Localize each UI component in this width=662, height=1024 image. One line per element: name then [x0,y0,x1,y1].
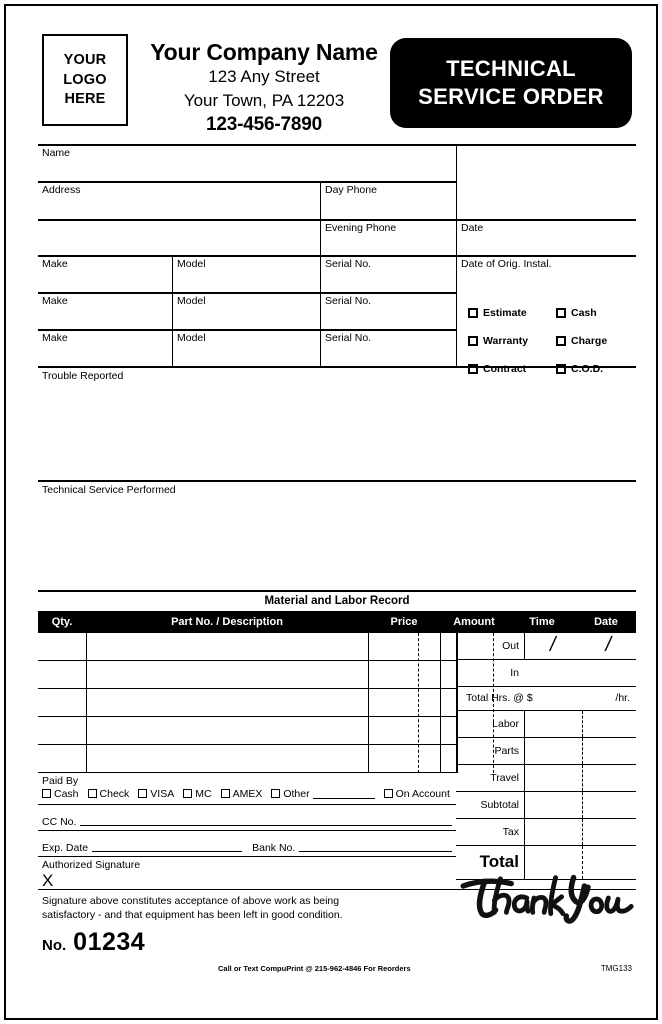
serial-label-3: Serial No. [325,332,372,344]
subtotal-cents[interactable] [582,792,636,818]
form-code: TMG133 [600,963,632,973]
logo-line-1: YOUR [63,52,107,69]
name-row [38,144,636,181]
form-footer [38,889,636,981]
checkbox-icon[interactable] [138,789,147,798]
travel-dollars[interactable] [524,765,582,791]
logo-line-2: LOGO [63,71,107,88]
service-type-checkbox-block [456,292,636,403]
service-performed-label: Technical Service Performed [42,484,176,496]
table-row[interactable] [38,633,456,661]
tax-cents[interactable] [582,819,636,845]
checkbox-icon[interactable] [221,789,230,798]
signature-row[interactable] [38,856,456,890]
order-number-label: No. [42,936,67,954]
checkbox-icon[interactable] [384,789,393,798]
column-header-amount: Amount [453,616,495,629]
totals-panel [456,633,636,880]
day-phone-label: Day Phone [325,184,377,196]
model-field-2[interactable] [172,292,320,329]
parts-dollars[interactable] [524,738,582,764]
checkbox-icon[interactable] [556,336,566,346]
serial-label-2: Serial No. [325,295,372,307]
payment-other-input[interactable] [313,789,375,799]
make-field-3[interactable] [38,329,172,366]
bank-number-label: Bank No. [252,841,296,854]
date-slash-1: / [549,634,556,657]
labor-cents[interactable] [582,711,636,737]
checkbox-contract[interactable] [468,363,556,375]
disclaimer-line-2: satisfactory - and that equipment has been left in good condition. [42,908,343,921]
payment-label-mc: MC [195,787,212,800]
payment-on-account[interactable] [384,788,450,800]
trouble-reported-label: Trouble Reported [42,370,124,382]
evening-phone-field[interactable] [320,219,456,255]
payment-label-check: Check [99,787,130,800]
time-in-row [456,660,636,687]
model-field-1[interactable] [172,255,320,292]
evening-phone-label: Evening Phone [325,222,397,234]
service-performed-area[interactable] [38,480,636,578]
checkbox-icon[interactable] [468,364,478,374]
column-header-date: Date [594,616,618,629]
day-phone-field[interactable] [320,181,456,219]
reorder-info: Call or Text CompuPrint @ 215-962-4846 For Reorders [218,963,411,973]
payment-left-column [38,772,456,890]
cc-number-row[interactable] [38,804,456,830]
table-row[interactable] [38,661,456,689]
disclaimer-line-1: Signature above constitutes acceptance of above work as being [42,894,340,907]
header-right-blank-cell[interactable] [456,146,636,181]
disclaimer-text [42,894,372,922]
evening-phone-row [38,219,636,255]
payment-label-visa: VISA [150,787,175,800]
date-entry-cell[interactable] [524,633,636,659]
checkbox-icon[interactable] [271,789,280,798]
logo-line-3: HERE [64,91,106,108]
payment-label-amex: AMEX [232,787,263,800]
payment-cash[interactable] [42,788,79,800]
time-out-label: Out [502,639,519,652]
company-info [134,40,394,136]
orig-install-label: Date of Orig. Instal. [461,258,552,270]
company-phone: 123-456-7890 [206,113,322,135]
column-rule-price-cents [418,633,419,773]
column-rule-price [368,633,369,773]
exp-bank-row[interactable] [38,830,456,856]
travel-cents[interactable] [582,765,636,791]
model-label-1: Model [177,258,206,270]
equipment-section [38,255,636,375]
order-number-value: 01234 [73,927,146,956]
checkbox-icon[interactable] [42,789,51,798]
paid-by-label: Paid By [42,774,79,787]
logo-placeholder[interactable] [42,34,128,126]
grand-total-label: Total [479,852,519,872]
checkbox-icon[interactable] [556,308,566,318]
company-name: Your Company Name [150,39,378,65]
parts-label: Parts [494,744,519,757]
payment-mc[interactable] [183,788,211,800]
model-field-3[interactable] [172,329,320,366]
make-label-2: Make [42,295,68,307]
travel-label: Travel [490,771,519,784]
payment-method-options [38,788,456,804]
checkbox-estimate[interactable] [468,307,556,319]
address-row [38,181,636,219]
subtotal-label: Subtotal [480,798,519,811]
subtotal-row[interactable] [456,792,636,819]
address-second-line[interactable] [38,219,320,255]
serial-field-3[interactable] [320,329,456,366]
form-sheet [4,4,658,1020]
checkbox-icon[interactable] [556,364,566,374]
tax-row[interactable] [456,819,636,846]
tax-label: Tax [502,825,519,838]
labor-dollars[interactable] [524,711,582,737]
checkbox-charge[interactable] [556,335,648,347]
form-title-line-2: SERVICE ORDER [418,83,604,109]
checkbox-label-warranty: Warranty [483,335,529,347]
bank-number-input[interactable] [299,850,452,852]
time-in-label: In [510,666,519,679]
section-spacer [38,578,636,590]
material-labor-title: Material and Labor Record [38,590,636,612]
subtotal-dollars[interactable] [524,792,582,818]
make-field-1[interactable] [38,255,172,292]
checkbox-cod[interactable] [556,363,648,375]
signature-label: Authorized Signature [42,858,141,871]
column-header-qty: Qty. [51,616,73,629]
cc-number-label: CC No. [42,815,77,828]
form-header [38,16,636,144]
per-hour-label: /hr. [615,692,630,705]
payment-label-on-account: On Account [395,787,450,800]
orig-install-field[interactable] [456,255,636,292]
make-field-2[interactable] [38,292,172,329]
material-labor-header-row [38,612,636,633]
line-item-rows [38,633,456,773]
column-rule-amount [440,633,441,773]
date-label: Date [461,222,484,234]
order-number-block [42,928,145,957]
payment-amex[interactable] [221,788,263,800]
address-label: Address [42,184,81,196]
make-label-1: Make [42,258,68,270]
payment-label-cash: Cash [54,787,79,800]
table-row[interactable] [38,745,456,773]
checkbox-label-cod: C.O.D. [571,363,604,375]
labor-row[interactable] [456,711,636,738]
table-row[interactable] [38,689,456,717]
column-header-time: Time [529,616,555,629]
checkbox-label-charge: Charge [571,335,608,347]
total-hours-row[interactable] [456,687,636,711]
date-slash-2: / [605,634,612,657]
header-right-blank-cell-cont[interactable] [456,181,636,219]
column-header-price: Price [390,616,418,629]
payment-other[interactable] [271,788,374,800]
service-type-options [468,299,636,383]
total-hours-label: Total Hrs. @ $ [466,692,533,705]
parts-row[interactable] [456,738,636,765]
customer-section [38,144,636,255]
column-header-part: Part No. / Description [171,616,283,629]
column-rule-qty [86,633,87,773]
checkbox-label-cash: Cash [571,307,597,319]
signature-mark: X [42,870,54,890]
thank-you-script-svg [456,868,636,928]
serial-field-1[interactable] [320,255,456,292]
travel-row[interactable] [456,765,636,792]
checkbox-label-estimate: Estimate [483,307,527,319]
address-field[interactable] [38,181,320,219]
name-label: Name [42,147,71,159]
tax-dollars[interactable] [524,819,582,845]
make-label-3: Make [42,332,68,344]
checkbox-cash[interactable] [556,307,648,319]
exp-date-label: Exp. Date [42,841,89,854]
checkbox-label-contract: Contract [483,363,527,375]
checkbox-icon[interactable] [468,308,478,318]
date-entry-cell-blank[interactable] [524,660,636,686]
time-out-row [456,633,636,660]
date-field[interactable] [456,219,636,255]
model-label-2: Model [177,295,206,307]
payment-visa[interactable] [138,788,174,800]
labor-label: Labor [492,717,519,730]
table-row[interactable] [38,717,456,745]
form-content [38,16,636,981]
model-label-3: Model [177,332,206,344]
company-address-line-1: 123 Any Street [208,67,320,87]
equipment-row-1 [38,255,636,292]
checkbox-icon[interactable] [468,336,478,346]
checkbox-warranty[interactable] [468,335,556,347]
checkbox-icon[interactable] [183,789,192,798]
serial-label-1: Serial No. [325,258,372,270]
checkbox-icon[interactable] [88,789,97,798]
cc-number-input[interactable] [80,824,452,826]
thank-you-graphic [456,868,636,928]
payment-label-other: Other [283,787,310,800]
form-title-badge [390,38,632,128]
payment-check[interactable] [88,788,130,800]
parts-cents[interactable] [582,738,636,764]
form-title-line-1: TECHNICAL [446,56,576,82]
exp-date-input[interactable] [92,850,242,852]
serial-field-2[interactable] [320,292,456,329]
name-field[interactable] [38,146,456,181]
company-address-line-2: Your Town, PA 12203 [183,90,345,110]
